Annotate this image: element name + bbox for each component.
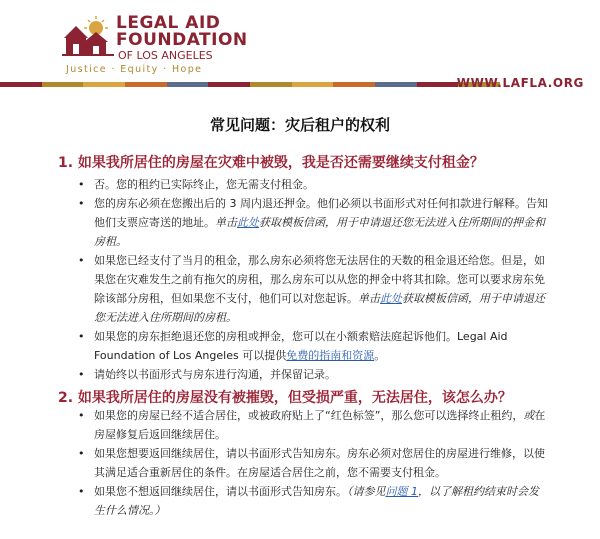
page-title: 常见问题：灾后租户的权利 [209, 116, 390, 134]
answer-text: 否。您的租约已实际终止，您无需支付租金。 [94, 178, 314, 191]
answer-italic: 或 [523, 409, 535, 422]
list-item [78, 175, 548, 194]
org-name-line1: LEGAL AID [116, 13, 221, 33]
answer-text: 如果您不想返回继续居住，请以书面形式告知房东。 [94, 485, 347, 498]
answer-text: 。 [374, 349, 386, 362]
org-tagline: Justice · Equity · Hope [66, 64, 203, 75]
answer-text: 请始终以书面形式与房东进行沟通，并保留记录。 [94, 368, 336, 381]
strip-segment [333, 82, 375, 87]
answer-italic: ，以了解租约结束时会发生什么情况。） [94, 485, 539, 517]
answer-italic: （请参见 [347, 485, 386, 498]
header-color-strip [0, 82, 500, 87]
answer-text: 您的房东必须在您搬出后的 3 周内退还押金。他们必须以书面形式对任何扣款进行解释。告知他们支票应寄送的地址。 [94, 197, 548, 229]
template-letter-link[interactable]: 此处 [237, 216, 259, 229]
answer-italic: 单击 [215, 216, 237, 229]
answer-italic: 获取模板信函，用于申请退还您无法进入住所期间的押金和房租。 [94, 216, 545, 248]
list-item [78, 406, 548, 444]
strip-segment [125, 82, 167, 87]
answer-text: 如果您的房屋已经不适合居住，或被政府贴上了“红色标签”，那么您可以选择终止租约， [94, 409, 524, 422]
question-1-answers [78, 175, 548, 384]
strip-segment [167, 82, 209, 87]
question-1-link[interactable]: 问题 1 [385, 485, 418, 498]
strip-segment [292, 82, 334, 87]
org-logo [62, 13, 248, 75]
answer-italic: 获取模板信函，用于申请退还您无法进入住所期间的房租。 [94, 292, 545, 324]
list-item [78, 365, 548, 384]
list-item [78, 327, 548, 365]
question-2-heading: 2. 如果我所居住的房屋没有被摧毁，但受损严重，无法居住，该怎么办？ [58, 390, 512, 406]
answer-text: 在房屋修复后返回继续居住。 [94, 409, 546, 441]
answer-text: 如果您的房东拒绝退还您的房租或押金，您可以在小额索赔法庭起诉他们。Legal Aid Foundation of Los Angeles 可以提供 [94, 330, 508, 362]
strip-segment [208, 82, 250, 87]
strip-segment [250, 82, 292, 87]
strip-segment [375, 82, 417, 87]
list-item [78, 251, 548, 327]
houses-sun-logo-icon [62, 14, 114, 56]
strip-segment [42, 82, 84, 87]
question-2-answers [78, 406, 548, 520]
answer-text: 如果您想要返回继续居住，请以书面形式告知房东。房东必须对您居住的房屋进行维修，以使其满足适合重新居住的条件。在房屋适合居住之前，您不需要支付租金。 [94, 447, 545, 479]
list-item [78, 194, 548, 251]
strip-segment [0, 82, 42, 87]
answer-text: 如果您已经支付了当月的租金，那么房东必须将您无法居住的天数的租金退还给您。但是，如果您在灾难发生之前有拖欠的房租，那么房东可以从您的押金中将其扣除。您可以要求房东免除该部分房租，但如果您不支付，他们可以对您起诉。 [94, 254, 545, 305]
website-link[interactable]: WWW.LAFLA.ORG [456, 76, 584, 90]
org-name-line3: OF LOS ANGELES [118, 49, 213, 62]
list-item [78, 444, 548, 482]
strip-segment [417, 82, 459, 87]
list-item [78, 482, 548, 520]
question-1-heading: 1. 如果我所居住的房屋在灾难中被毁，我是否还需要继续支付租金？ [58, 155, 484, 171]
org-name-line2: FOUNDATION [116, 30, 248, 50]
free-guides-link[interactable]: 免费的指南和资源 [286, 349, 375, 362]
template-letter-link[interactable]: 此处 [380, 292, 402, 305]
answer-italic: 单击 [358, 292, 380, 305]
strip-segment [83, 82, 125, 87]
